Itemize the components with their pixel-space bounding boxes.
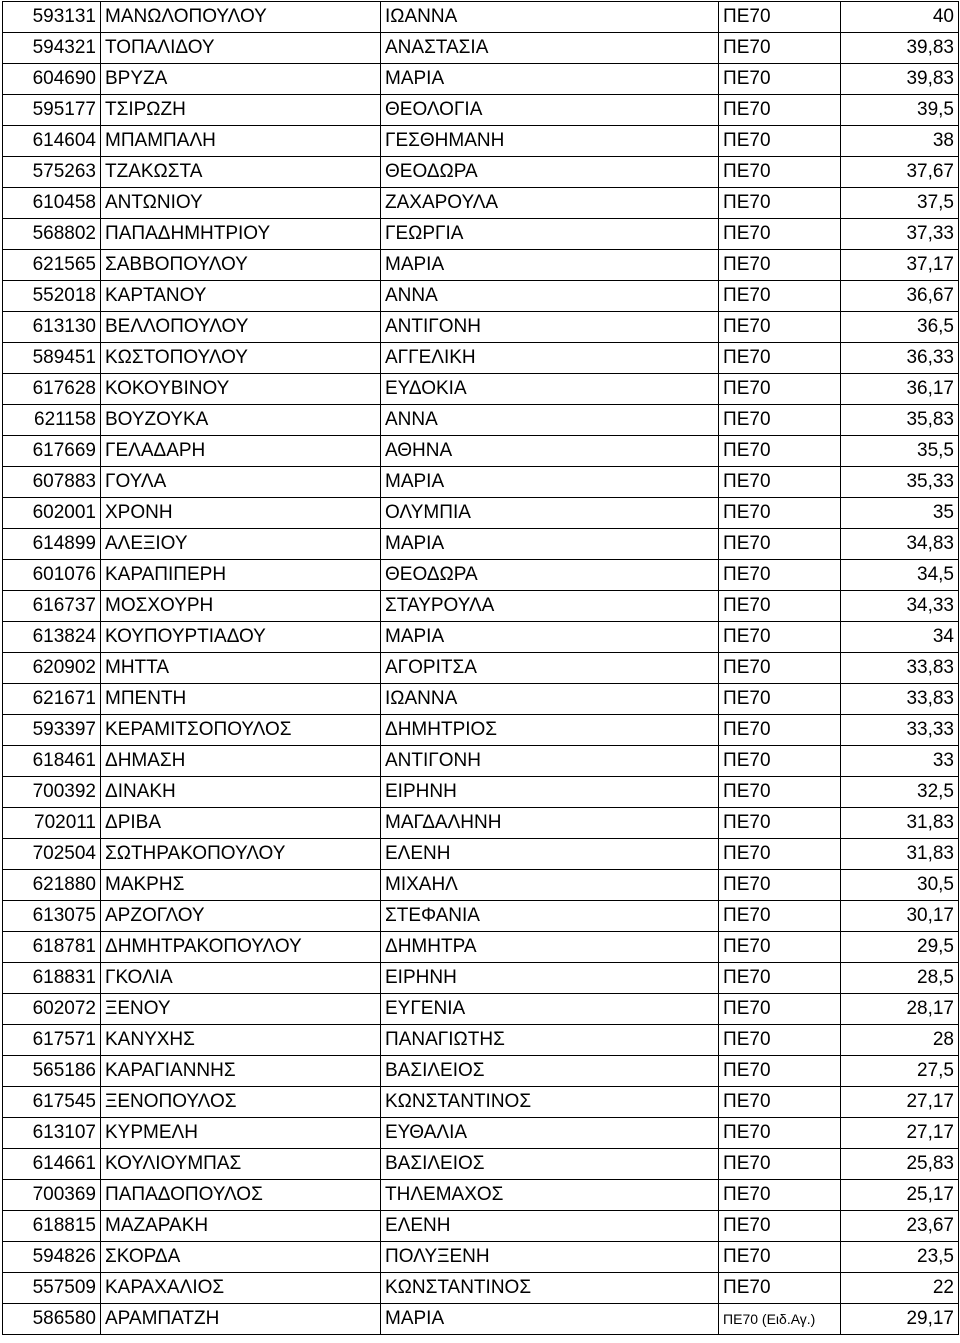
score-cell: 34,83 xyxy=(841,529,959,560)
specialty-cell: ΠΕ70 xyxy=(719,467,841,498)
score-cell: 37,17 xyxy=(841,250,959,281)
surname-cell: ΚΑΡΑΠΙΠΕΡΗ xyxy=(101,560,381,591)
score-cell: 25,83 xyxy=(841,1149,959,1180)
registry-number-cell: 621565 xyxy=(3,250,101,281)
specialty-cell: ΠΕ70 xyxy=(719,932,841,963)
surname-cell: ΜΠΑΜΠΑΛΗ xyxy=(101,126,381,157)
score-cell: 39,5 xyxy=(841,95,959,126)
surname-cell: ΜΑΖΑΡΑΚΗ xyxy=(101,1211,381,1242)
surname-cell: ΜΗΤΤΑ xyxy=(101,653,381,684)
score-cell: 36,33 xyxy=(841,343,959,374)
specialty-cell: ΠΕ70 xyxy=(719,870,841,901)
score-cell: 34 xyxy=(841,622,959,653)
specialty-cell: ΠΕ70 xyxy=(719,560,841,591)
first-name-cell: ΘΕΟΛΟΓΙΑ xyxy=(381,95,719,126)
registry-number-cell: 552018 xyxy=(3,281,101,312)
specialty-cell: ΠΕ70 xyxy=(719,436,841,467)
table-row xyxy=(3,33,959,64)
specialty-cell: ΠΕ70 xyxy=(719,498,841,529)
registry-number-cell: 614661 xyxy=(3,1149,101,1180)
registry-number-cell: 618831 xyxy=(3,963,101,994)
registry-number-cell: 614604 xyxy=(3,126,101,157)
table-row xyxy=(3,2,959,33)
registry-number-cell: 621158 xyxy=(3,405,101,436)
surname-cell: ΜΠΕΝΤΗ xyxy=(101,684,381,715)
surname-cell: ΑΡΑΜΠΑΤΖΗ xyxy=(101,1304,381,1335)
first-name-cell: ΒΑΣΙΛΕΙΟΣ xyxy=(381,1149,719,1180)
surname-cell: ΚΑΡΤΑΝΟΥ xyxy=(101,281,381,312)
first-name-cell: ΑΓΓΕΛΙΚΗ xyxy=(381,343,719,374)
specialty-cell: ΠΕ70 xyxy=(719,1087,841,1118)
registry-number-cell: 602072 xyxy=(3,994,101,1025)
score-cell: 29,17 xyxy=(841,1304,959,1335)
surname-cell: ΧΡΟΝΗ xyxy=(101,498,381,529)
table-row xyxy=(3,250,959,281)
first-name-cell: ΕΥΘΑΛΙΑ xyxy=(381,1118,719,1149)
first-name-cell: ΜΑΓΔΑΛΗΝΗ xyxy=(381,808,719,839)
table-row xyxy=(3,684,959,715)
surname-cell: ΠΑΠΑΔΟΠΟΥΛΟΣ xyxy=(101,1180,381,1211)
first-name-cell: ΕΙΡΗΝΗ xyxy=(381,777,719,808)
table-row xyxy=(3,467,959,498)
table-row xyxy=(3,839,959,870)
first-name-cell: ΟΛΥΜΠΙΑ xyxy=(381,498,719,529)
specialty-cell: ΠΕ70 xyxy=(719,33,841,64)
table-row xyxy=(3,1118,959,1149)
first-name-cell: ΜΙΧΑΗΛ xyxy=(381,870,719,901)
specialty-cell: ΠΕ70 xyxy=(719,1056,841,1087)
surname-cell: ΤΖΑΚΩΣΤΑ xyxy=(101,157,381,188)
registry-number-cell: 575263 xyxy=(3,157,101,188)
score-cell: 36,17 xyxy=(841,374,959,405)
specialty-cell: ΠΕ70 xyxy=(719,1118,841,1149)
specialty-cell: ΠΕ70 xyxy=(719,622,841,653)
surname-cell: ΔΙΝΑΚΗ xyxy=(101,777,381,808)
score-cell: 23,5 xyxy=(841,1242,959,1273)
specialty-cell: ΠΕ70 xyxy=(719,529,841,560)
surname-cell: ΑΝΤΩΝΙΟΥ xyxy=(101,188,381,219)
specialty-cell: ΠΕ70 (Ειδ.Αγ.) xyxy=(719,1304,841,1335)
registry-number-cell: 614899 xyxy=(3,529,101,560)
registry-number-cell: 613130 xyxy=(3,312,101,343)
first-name-cell: ΣΤΕΦΑΝΙΑ xyxy=(381,901,719,932)
first-name-cell: ΑΝΝΑ xyxy=(381,281,719,312)
table-row xyxy=(3,1273,959,1304)
score-cell: 22 xyxy=(841,1273,959,1304)
table-row xyxy=(3,653,959,684)
first-name-cell: ΖΑΧΑΡΟΥΛΑ xyxy=(381,188,719,219)
specialty-cell: ΠΕ70 xyxy=(719,1149,841,1180)
registry-number-cell: 613075 xyxy=(3,901,101,932)
specialty-cell: ΠΕ70 xyxy=(719,343,841,374)
specialty-cell: ΠΕ70 xyxy=(719,2,841,33)
registry-number-cell: 604690 xyxy=(3,64,101,95)
specialty-cell: ΠΕ70 xyxy=(719,219,841,250)
first-name-cell: ΔΗΜΗΤΡΑ xyxy=(381,932,719,963)
registry-number-cell: 702504 xyxy=(3,839,101,870)
table-row xyxy=(3,219,959,250)
table-row xyxy=(3,777,959,808)
registry-number-cell: 620902 xyxy=(3,653,101,684)
first-name-cell: ΜΑΡΙΑ xyxy=(381,529,719,560)
table-row xyxy=(3,808,959,839)
specialty-cell: ΠΕ70 xyxy=(719,95,841,126)
table-row xyxy=(3,1056,959,1087)
first-name-cell: ΒΑΣΙΛΕΙΟΣ xyxy=(381,1056,719,1087)
first-name-cell: ΜΑΡΙΑ xyxy=(381,64,719,95)
surname-cell: ΣΚΟΡΔΑ xyxy=(101,1242,381,1273)
first-name-cell: ΔΗΜΗΤΡΙΟΣ xyxy=(381,715,719,746)
surname-cell: ΚΑΡΑΧΑΛΙΟΣ xyxy=(101,1273,381,1304)
registry-number-cell: 617545 xyxy=(3,1087,101,1118)
table-row xyxy=(3,529,959,560)
first-name-cell: ΙΩΑΝΝΑ xyxy=(381,684,719,715)
specialty-cell: ΠΕ70 xyxy=(719,901,841,932)
table-row xyxy=(3,374,959,405)
registry-number-cell: 617571 xyxy=(3,1025,101,1056)
score-cell: 30,5 xyxy=(841,870,959,901)
specialty-cell: ΠΕ70 xyxy=(719,839,841,870)
score-cell: 31,83 xyxy=(841,839,959,870)
first-name-cell: ΑΝΝΑ xyxy=(381,405,719,436)
registry-number-cell: 618781 xyxy=(3,932,101,963)
score-cell: 37,33 xyxy=(841,219,959,250)
specialty-cell: ΠΕ70 xyxy=(719,374,841,405)
score-cell: 36,67 xyxy=(841,281,959,312)
surname-cell: ΓΕΛΑΔΑΡΗ xyxy=(101,436,381,467)
first-name-cell: ΑΝΤΙΓΟΝΗ xyxy=(381,746,719,777)
score-cell: 35,5 xyxy=(841,436,959,467)
score-cell: 34,33 xyxy=(841,591,959,622)
specialty-cell: ΠΕ70 xyxy=(719,126,841,157)
table-row xyxy=(3,498,959,529)
surname-cell: ΔΗΜΑΣΗ xyxy=(101,746,381,777)
first-name-cell: ΓΕΣΘΗΜΑΝΗ xyxy=(381,126,719,157)
surname-cell: ΞΕΝΟΠΟΥΛΟΣ xyxy=(101,1087,381,1118)
score-cell: 40 xyxy=(841,2,959,33)
table-row xyxy=(3,963,959,994)
table-row xyxy=(3,1242,959,1273)
table-row xyxy=(3,901,959,932)
table-row xyxy=(3,281,959,312)
first-name-cell: ΙΩΑΝΝΑ xyxy=(381,2,719,33)
roster-table-body xyxy=(3,2,959,1335)
first-name-cell: ΕΛΕΝΗ xyxy=(381,1211,719,1242)
score-cell: 25,17 xyxy=(841,1180,959,1211)
surname-cell: ΜΟΣΧΟΥΡΗ xyxy=(101,591,381,622)
table-row xyxy=(3,64,959,95)
surname-cell: ΜΑΚΡΗΣ xyxy=(101,870,381,901)
specialty-cell: ΠΕ70 xyxy=(719,777,841,808)
score-cell: 37,5 xyxy=(841,188,959,219)
specialty-cell: ΠΕ70 xyxy=(719,746,841,777)
first-name-cell: ΘΕΟΔΩΡΑ xyxy=(381,560,719,591)
specialty-cell: ΠΕ70 xyxy=(719,591,841,622)
specialty-cell: ΠΕ70 xyxy=(719,1211,841,1242)
score-cell: 33,83 xyxy=(841,684,959,715)
specialty-cell: ΠΕ70 xyxy=(719,1242,841,1273)
score-cell: 37,67 xyxy=(841,157,959,188)
score-cell: 38 xyxy=(841,126,959,157)
surname-cell: ΤΟΠΑΛΙΔΟΥ xyxy=(101,33,381,64)
specialty-cell: ΠΕ70 xyxy=(719,808,841,839)
surname-cell: ΚΟΥΠΟΥΡΤΙΑΔΟΥ xyxy=(101,622,381,653)
registry-number-cell: 557509 xyxy=(3,1273,101,1304)
score-cell: 28,17 xyxy=(841,994,959,1025)
registry-number-cell: 618461 xyxy=(3,746,101,777)
score-cell: 28 xyxy=(841,1025,959,1056)
surname-cell: ΑΛΕΞΙΟΥ xyxy=(101,529,381,560)
surname-cell: ΔΗΜΗΤΡΑΚΟΠΟΥΛΟΥ xyxy=(101,932,381,963)
score-cell: 33,83 xyxy=(841,653,959,684)
surname-cell: ΓΟΥΛΑ xyxy=(101,467,381,498)
registry-number-cell: 589451 xyxy=(3,343,101,374)
score-cell: 39,83 xyxy=(841,33,959,64)
table-row xyxy=(3,188,959,219)
registry-number-cell: 595177 xyxy=(3,95,101,126)
table-row xyxy=(3,312,959,343)
first-name-cell: ΚΩΝΣΤΑΝΤΙΝΟΣ xyxy=(381,1273,719,1304)
surname-cell: ΑΡΖΟΓΛΟΥ xyxy=(101,901,381,932)
specialty-cell: ΠΕ70 xyxy=(719,1025,841,1056)
surname-cell: ΚΕΡΑΜΙΤΣΟΠΟΥΛΟΣ xyxy=(101,715,381,746)
registry-number-cell: 613824 xyxy=(3,622,101,653)
score-cell: 33,33 xyxy=(841,715,959,746)
registry-number-cell: 594826 xyxy=(3,1242,101,1273)
first-name-cell: ΤΗΛΕΜΑΧΟΣ xyxy=(381,1180,719,1211)
registry-number-cell: 593131 xyxy=(3,2,101,33)
table-row xyxy=(3,1211,959,1242)
specialty-cell: ΠΕ70 xyxy=(719,281,841,312)
specialty-cell: ΠΕ70 xyxy=(719,653,841,684)
table-row xyxy=(3,436,959,467)
table-row xyxy=(3,591,959,622)
score-cell: 39,83 xyxy=(841,64,959,95)
table-row xyxy=(3,126,959,157)
registry-number-cell: 613107 xyxy=(3,1118,101,1149)
first-name-cell: ΕΛΕΝΗ xyxy=(381,839,719,870)
first-name-cell: ΜΑΡΙΑ xyxy=(381,467,719,498)
registry-number-cell: 607883 xyxy=(3,467,101,498)
specialty-cell: ΠΕ70 xyxy=(719,250,841,281)
surname-cell: ΞΕΝΟΥ xyxy=(101,994,381,1025)
table-row xyxy=(3,870,959,901)
score-cell: 27,17 xyxy=(841,1118,959,1149)
score-cell: 36,5 xyxy=(841,312,959,343)
first-name-cell: ΜΑΡΙΑ xyxy=(381,250,719,281)
surname-cell: ΒΕΛΛΟΠΟΥΛΟΥ xyxy=(101,312,381,343)
first-name-cell: ΜΑΡΙΑ xyxy=(381,622,719,653)
specialty-cell: ΠΕ70 xyxy=(719,715,841,746)
registry-number-cell: 616737 xyxy=(3,591,101,622)
first-name-cell: ΘΕΟΔΩΡΑ xyxy=(381,157,719,188)
score-cell: 30,17 xyxy=(841,901,959,932)
surname-cell: ΣΑΒΒΟΠΟΥΛΟΥ xyxy=(101,250,381,281)
registry-number-cell: 618815 xyxy=(3,1211,101,1242)
surname-cell: ΚΑΡΑΓΙΑΝΝΗΣ xyxy=(101,1056,381,1087)
table-row xyxy=(3,1304,959,1335)
registry-number-cell: 617669 xyxy=(3,436,101,467)
score-cell: 35,83 xyxy=(841,405,959,436)
score-cell: 34,5 xyxy=(841,560,959,591)
score-cell: 32,5 xyxy=(841,777,959,808)
table-row xyxy=(3,560,959,591)
score-cell: 27,5 xyxy=(841,1056,959,1087)
surname-cell: ΚΑΝΥΧΗΣ xyxy=(101,1025,381,1056)
table-row xyxy=(3,1025,959,1056)
table-row xyxy=(3,1180,959,1211)
table-row xyxy=(3,715,959,746)
first-name-cell: ΚΩΝΣΤΑΝΤΙΝΟΣ xyxy=(381,1087,719,1118)
first-name-cell: ΕΥΔΟΚΙΑ xyxy=(381,374,719,405)
first-name-cell: ΜΑΡΙΑ xyxy=(381,1304,719,1335)
specialty-cell: ΠΕ70 xyxy=(719,312,841,343)
table-row xyxy=(3,343,959,374)
surname-cell: ΒΡΥΖΑ xyxy=(101,64,381,95)
first-name-cell: ΑΘΗΝΑ xyxy=(381,436,719,467)
surname-cell: ΠΑΠΑΔΗΜΗΤΡΙΟΥ xyxy=(101,219,381,250)
registry-number-cell: 621880 xyxy=(3,870,101,901)
specialty-cell: ΠΕ70 xyxy=(719,1273,841,1304)
score-cell: 27,17 xyxy=(841,1087,959,1118)
surname-cell: ΓΚΟΛΙΑ xyxy=(101,963,381,994)
table-row xyxy=(3,1149,959,1180)
score-cell: 35,33 xyxy=(841,467,959,498)
table-row xyxy=(3,157,959,188)
first-name-cell: ΑΓΟΡΙΤΣΑ xyxy=(381,653,719,684)
roster-table xyxy=(2,1,959,1335)
specialty-cell: ΠΕ70 xyxy=(719,157,841,188)
surname-cell: ΒΟΥΖΟΥΚΑ xyxy=(101,405,381,436)
table-row xyxy=(3,994,959,1025)
first-name-cell: ΕΥΓΕΝΙΑ xyxy=(381,994,719,1025)
table-row xyxy=(3,932,959,963)
registry-number-cell: 700392 xyxy=(3,777,101,808)
score-cell: 35 xyxy=(841,498,959,529)
surname-cell: ΚΩΣΤΟΠΟΥΛΟΥ xyxy=(101,343,381,374)
score-cell: 23,67 xyxy=(841,1211,959,1242)
registry-number-cell: 601076 xyxy=(3,560,101,591)
registry-number-cell: 610458 xyxy=(3,188,101,219)
registry-number-cell: 586580 xyxy=(3,1304,101,1335)
score-cell: 33 xyxy=(841,746,959,777)
specialty-cell: ΠΕ70 xyxy=(719,1180,841,1211)
table-row xyxy=(3,95,959,126)
first-name-cell: ΓΕΩΡΓΙΑ xyxy=(381,219,719,250)
registry-number-cell: 594321 xyxy=(3,33,101,64)
registry-number-cell: 700369 xyxy=(3,1180,101,1211)
table-row xyxy=(3,1087,959,1118)
surname-cell: ΚΟΥΛΙΟΥΜΠΑΣ xyxy=(101,1149,381,1180)
score-cell: 31,83 xyxy=(841,808,959,839)
first-name-cell: ΑΝΤΙΓΟΝΗ xyxy=(381,312,719,343)
surname-cell: ΤΣΙΡΩΖΗ xyxy=(101,95,381,126)
registry-number-cell: 702011 xyxy=(3,808,101,839)
surname-cell: ΚΥΡΜΕΛΗ xyxy=(101,1118,381,1149)
surname-cell: ΜΑΝΩΛΟΠΟΥΛΟΥ xyxy=(101,2,381,33)
table-row xyxy=(3,405,959,436)
surname-cell: ΚΟΚΟΥΒΙΝΟΥ xyxy=(101,374,381,405)
registry-number-cell: 602001 xyxy=(3,498,101,529)
specialty-cell: ΠΕ70 xyxy=(719,963,841,994)
table-row xyxy=(3,622,959,653)
first-name-cell: ΠΑΝΑΓΙΩΤΗΣ xyxy=(381,1025,719,1056)
specialty-cell: ΠΕ70 xyxy=(719,994,841,1025)
specialty-cell: ΠΕ70 xyxy=(719,64,841,95)
surname-cell: ΔΡΙΒΑ xyxy=(101,808,381,839)
first-name-cell: ΕΙΡΗΝΗ xyxy=(381,963,719,994)
registry-number-cell: 593397 xyxy=(3,715,101,746)
registry-number-cell: 621671 xyxy=(3,684,101,715)
surname-cell: ΣΩΤΗΡΑΚΟΠΟΥΛΟΥ xyxy=(101,839,381,870)
table-row xyxy=(3,746,959,777)
registry-number-cell: 617628 xyxy=(3,374,101,405)
first-name-cell: ΠΟΛΥΞΕΝΗ xyxy=(381,1242,719,1273)
registry-number-cell: 565186 xyxy=(3,1056,101,1087)
score-cell: 28,5 xyxy=(841,963,959,994)
first-name-cell: ΣΤΑΥΡΟΥΛΑ xyxy=(381,591,719,622)
registry-number-cell: 568802 xyxy=(3,219,101,250)
specialty-cell: ΠΕ70 xyxy=(719,188,841,219)
specialty-cell: ΠΕ70 xyxy=(719,684,841,715)
specialty-cell: ΠΕ70 xyxy=(719,405,841,436)
score-cell: 29,5 xyxy=(841,932,959,963)
first-name-cell: ΑΝΑΣΤΑΣΙΑ xyxy=(381,33,719,64)
